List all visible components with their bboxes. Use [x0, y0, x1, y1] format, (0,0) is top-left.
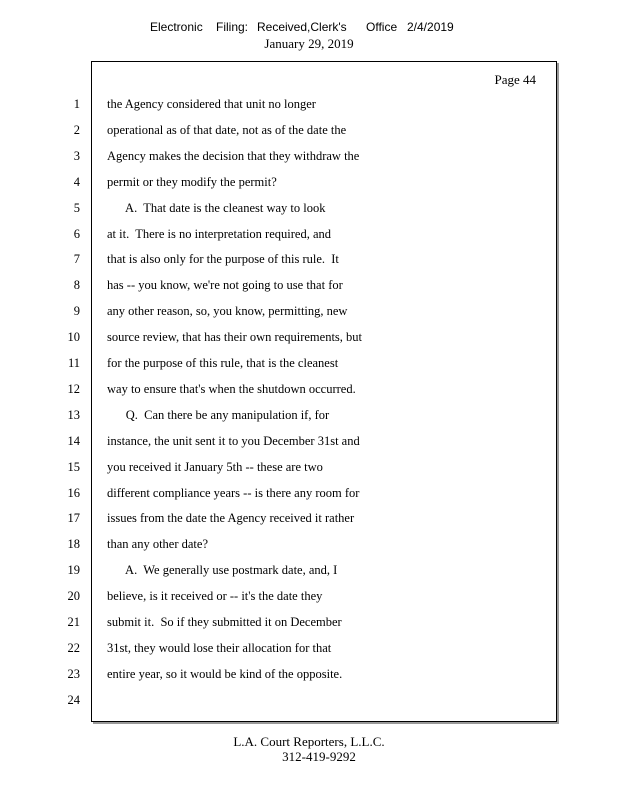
- line-number: 10: [67, 330, 80, 344]
- line-number: 3: [73, 149, 80, 163]
- reporter-company: L.A. Court Reporters, L.L.C.: [233, 734, 385, 749]
- line-number: 1: [73, 97, 80, 111]
- line-number: 6: [73, 227, 80, 241]
- line-number: 23: [67, 667, 80, 681]
- line-text: instance, the unit sent it to you December 31st and: [107, 434, 360, 448]
- line-text: operational as of that date, not as of the date the: [107, 123, 347, 137]
- line-number: 12: [67, 382, 80, 396]
- line-text: permit or they modify the permit?: [107, 175, 277, 189]
- filing-word-office: Office: [366, 20, 398, 34]
- line-text: than any other date?: [107, 537, 208, 551]
- line-number: 7: [73, 252, 80, 266]
- line-number: 18: [67, 537, 80, 551]
- line-number: 22: [67, 641, 80, 655]
- line-text: the Agency considered that unit no longer: [107, 97, 316, 111]
- line-text: that is also only for the purpose of this rule. It: [107, 252, 339, 266]
- transcript-date: January 29, 2019: [264, 36, 354, 51]
- reporter-phone: 312-419-9292: [282, 749, 356, 764]
- filing-word-electronic: Electronic: [150, 20, 203, 34]
- line-text: way to ensure that's when the shutdown occurred.: [107, 382, 356, 396]
- line-text: any other reason, so, you know, permitting, new: [107, 304, 348, 318]
- line-text: 31st, they would lose their allocation for that: [107, 641, 332, 655]
- line-number: 8: [73, 278, 80, 292]
- line-number: 20: [67, 589, 80, 603]
- line-number: 24: [67, 693, 80, 707]
- line-number: 5: [73, 201, 80, 215]
- line-number: 15: [67, 460, 80, 474]
- line-text: you received it January 5th -- these are two: [107, 460, 323, 474]
- line-text: A. That date is the cleanest way to look: [107, 201, 326, 215]
- filing-word-filing: Filing:: [216, 20, 249, 34]
- line-text: Q. Can there be any manipulation if, for: [107, 408, 330, 422]
- line-number: 11: [67, 356, 80, 370]
- line-text: for the purpose of this rule, that is the cleanest: [107, 356, 339, 370]
- line-number: 16: [67, 486, 80, 500]
- filing-word-received: Received,Clerk's: [257, 20, 347, 34]
- line-text: different compliance years -- is there any room for: [107, 486, 360, 500]
- line-number: 9: [73, 304, 80, 318]
- page-number: Page 44: [494, 72, 536, 87]
- line-text: Agency makes the decision that they withdraw the: [107, 149, 360, 163]
- line-number: 21: [67, 615, 80, 629]
- line-text: entire year, so it would be kind of the opposite.: [107, 667, 343, 681]
- line-text: issues from the date the Agency received it rather: [107, 511, 355, 525]
- filing-date: 2/4/2019: [407, 20, 454, 34]
- line-number: 14: [67, 434, 80, 448]
- line-text: source review, that has their own requirements, but: [107, 330, 363, 344]
- line-number: 17: [67, 511, 80, 525]
- line-text: believe, is it received or -- it's the date they: [107, 589, 323, 603]
- line-text: at it. There is no interpretation required, and: [107, 227, 331, 241]
- line-text: A. We generally use postmark date, and, I: [107, 563, 338, 577]
- line-text: has -- you know, we're not going to use that for: [107, 278, 343, 292]
- line-text: submit it. So if they submitted it on December: [107, 615, 342, 629]
- line-number: 4: [73, 175, 80, 189]
- line-number: 13: [67, 408, 80, 422]
- line-number: 19: [67, 563, 80, 577]
- line-number: 2: [73, 123, 80, 137]
